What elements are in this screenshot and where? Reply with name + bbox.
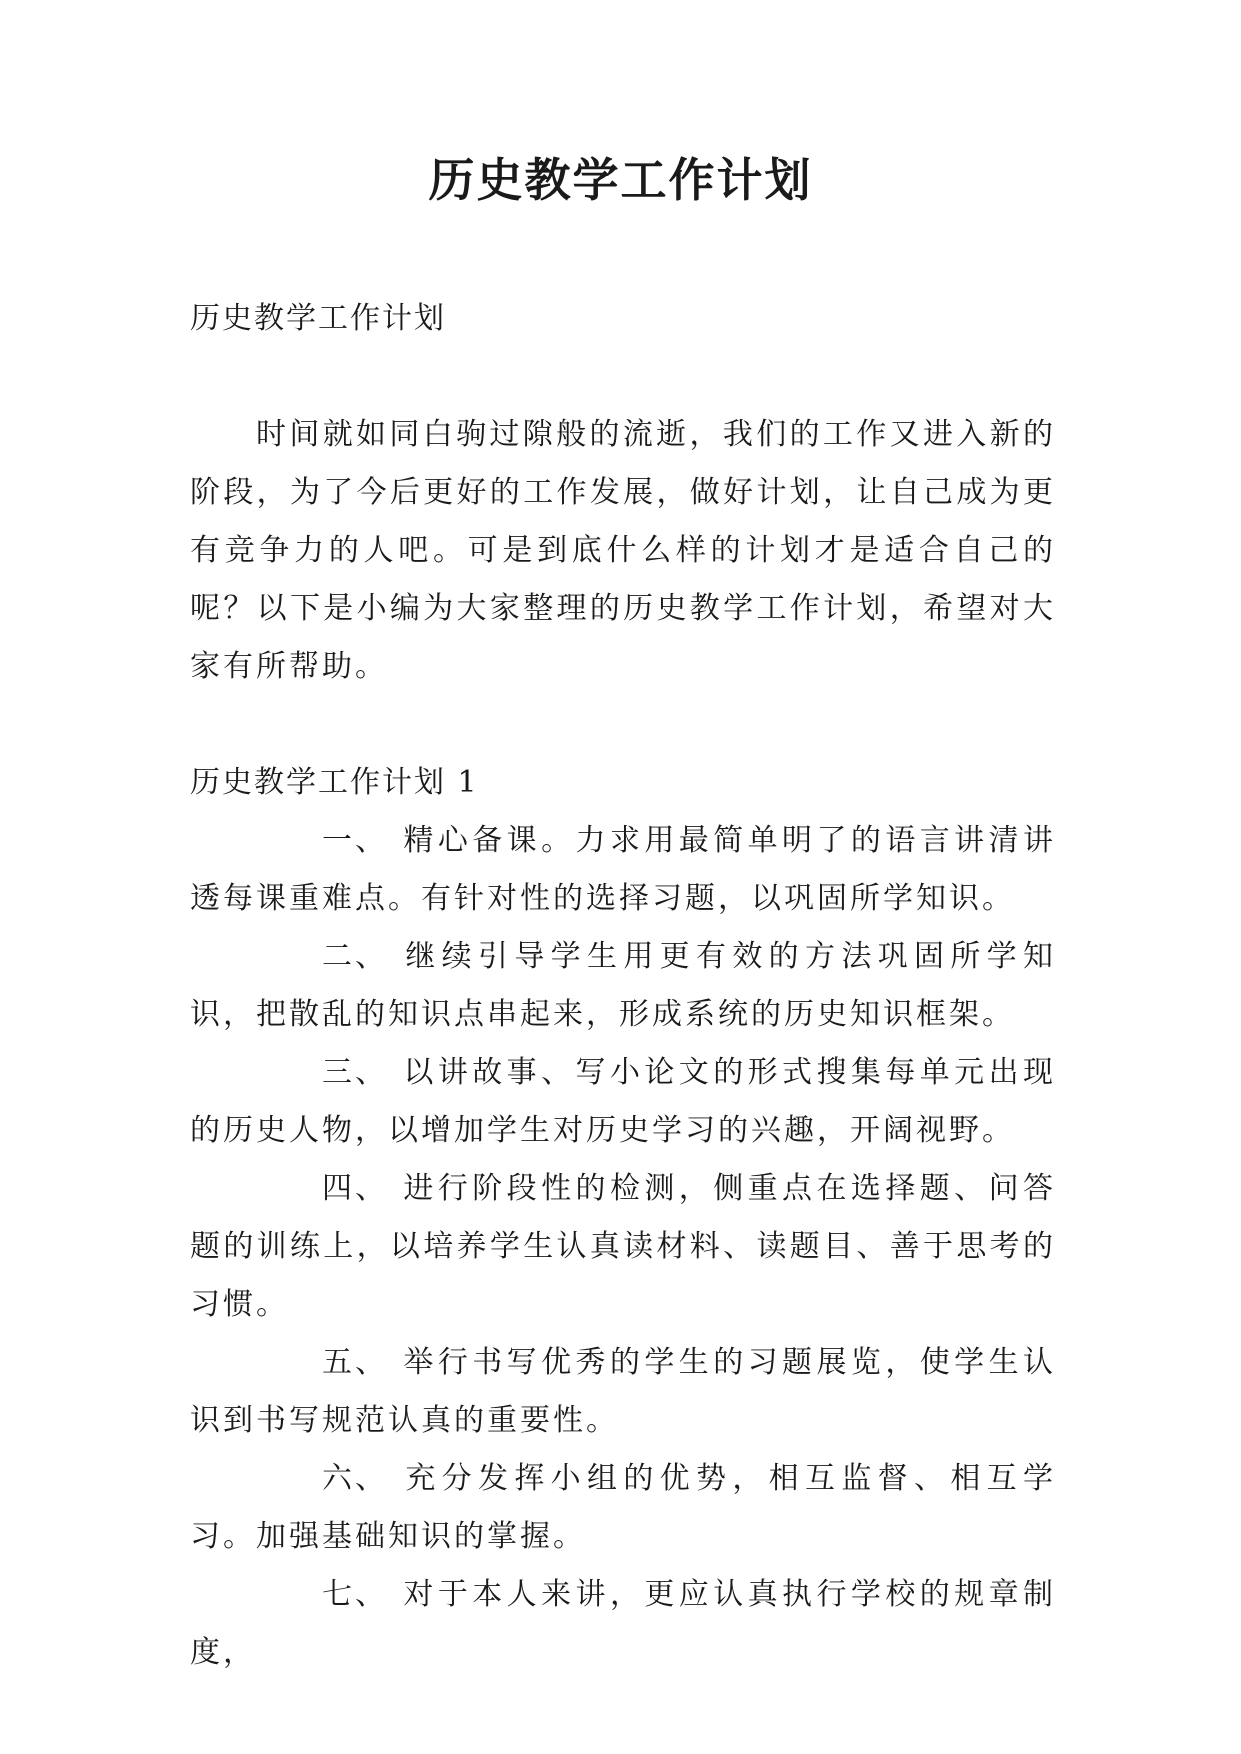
item-number: 二、 — [322, 939, 388, 974]
plan-item-1 — [190, 812, 1056, 928]
item-text: 精心备课。力求用最简单明了的语言讲清讲透每课重难点。有针对性的选择习题，以巩固所学知识。 — [190, 823, 1056, 916]
item-number: 三、 — [322, 1055, 388, 1090]
document-title: 历史教学工作计划 — [428, 153, 813, 207]
document-subtitle: 历史教学工作计划 — [190, 301, 446, 336]
plan-item-2 — [190, 928, 1056, 1044]
plan-item-7 — [190, 1566, 1056, 1682]
item-number: 四、 — [322, 1171, 388, 1206]
item-text: 以讲故事、写小论文的形式搜集每单元出现的历史人物，以增加学生对历史学习的兴趣，开阔视野。 — [190, 1055, 1056, 1148]
item-number: 五、 — [322, 1345, 388, 1380]
item-text: 对于本人来讲，更应认真执行学校的规章制度， — [190, 1577, 1056, 1670]
spacer — [190, 348, 1056, 406]
document-body — [190, 290, 1056, 1682]
plan-item-3 — [190, 1044, 1056, 1160]
item-number: 一、 — [322, 823, 388, 858]
section-heading: 历史教学工作计划 1 — [190, 765, 479, 800]
intro-paragraph: 时间就如同白驹过隙般的流逝，我们的工作又进入新的阶段，为了今后更好的工作发展，做好计划，让自己成为更有竞争力的人吧。可是到底什么样的计划才是适合自己的呢？以下是小编为大家整理的历史教学工作计划，希望对大家有所帮助。 — [190, 417, 1056, 684]
plan-item-4 — [190, 1160, 1056, 1334]
item-number: 七、 — [322, 1577, 388, 1612]
item-text: 充分发挥小组的优势，相互监督、相互学习。加强基础知识的掌握。 — [190, 1461, 1056, 1554]
item-number: 六、 — [322, 1461, 388, 1496]
spacer — [190, 696, 1056, 754]
item-text: 进行阶段性的检测，侧重点在选择题、问答题的训练上，以培养学生认真读材料、读题目、善于思考的习惯。 — [190, 1171, 1056, 1322]
item-text: 继续引导学生用更有效的方法巩固所学知识，把散乱的知识点串起来，形成系统的历史知识框架。 — [190, 939, 1056, 1032]
plan-item-6 — [190, 1450, 1056, 1566]
item-text: 举行书写优秀的学生的习题展览，使学生认识到书写规范认真的重要性。 — [190, 1345, 1056, 1438]
plan-item-5 — [190, 1334, 1056, 1450]
